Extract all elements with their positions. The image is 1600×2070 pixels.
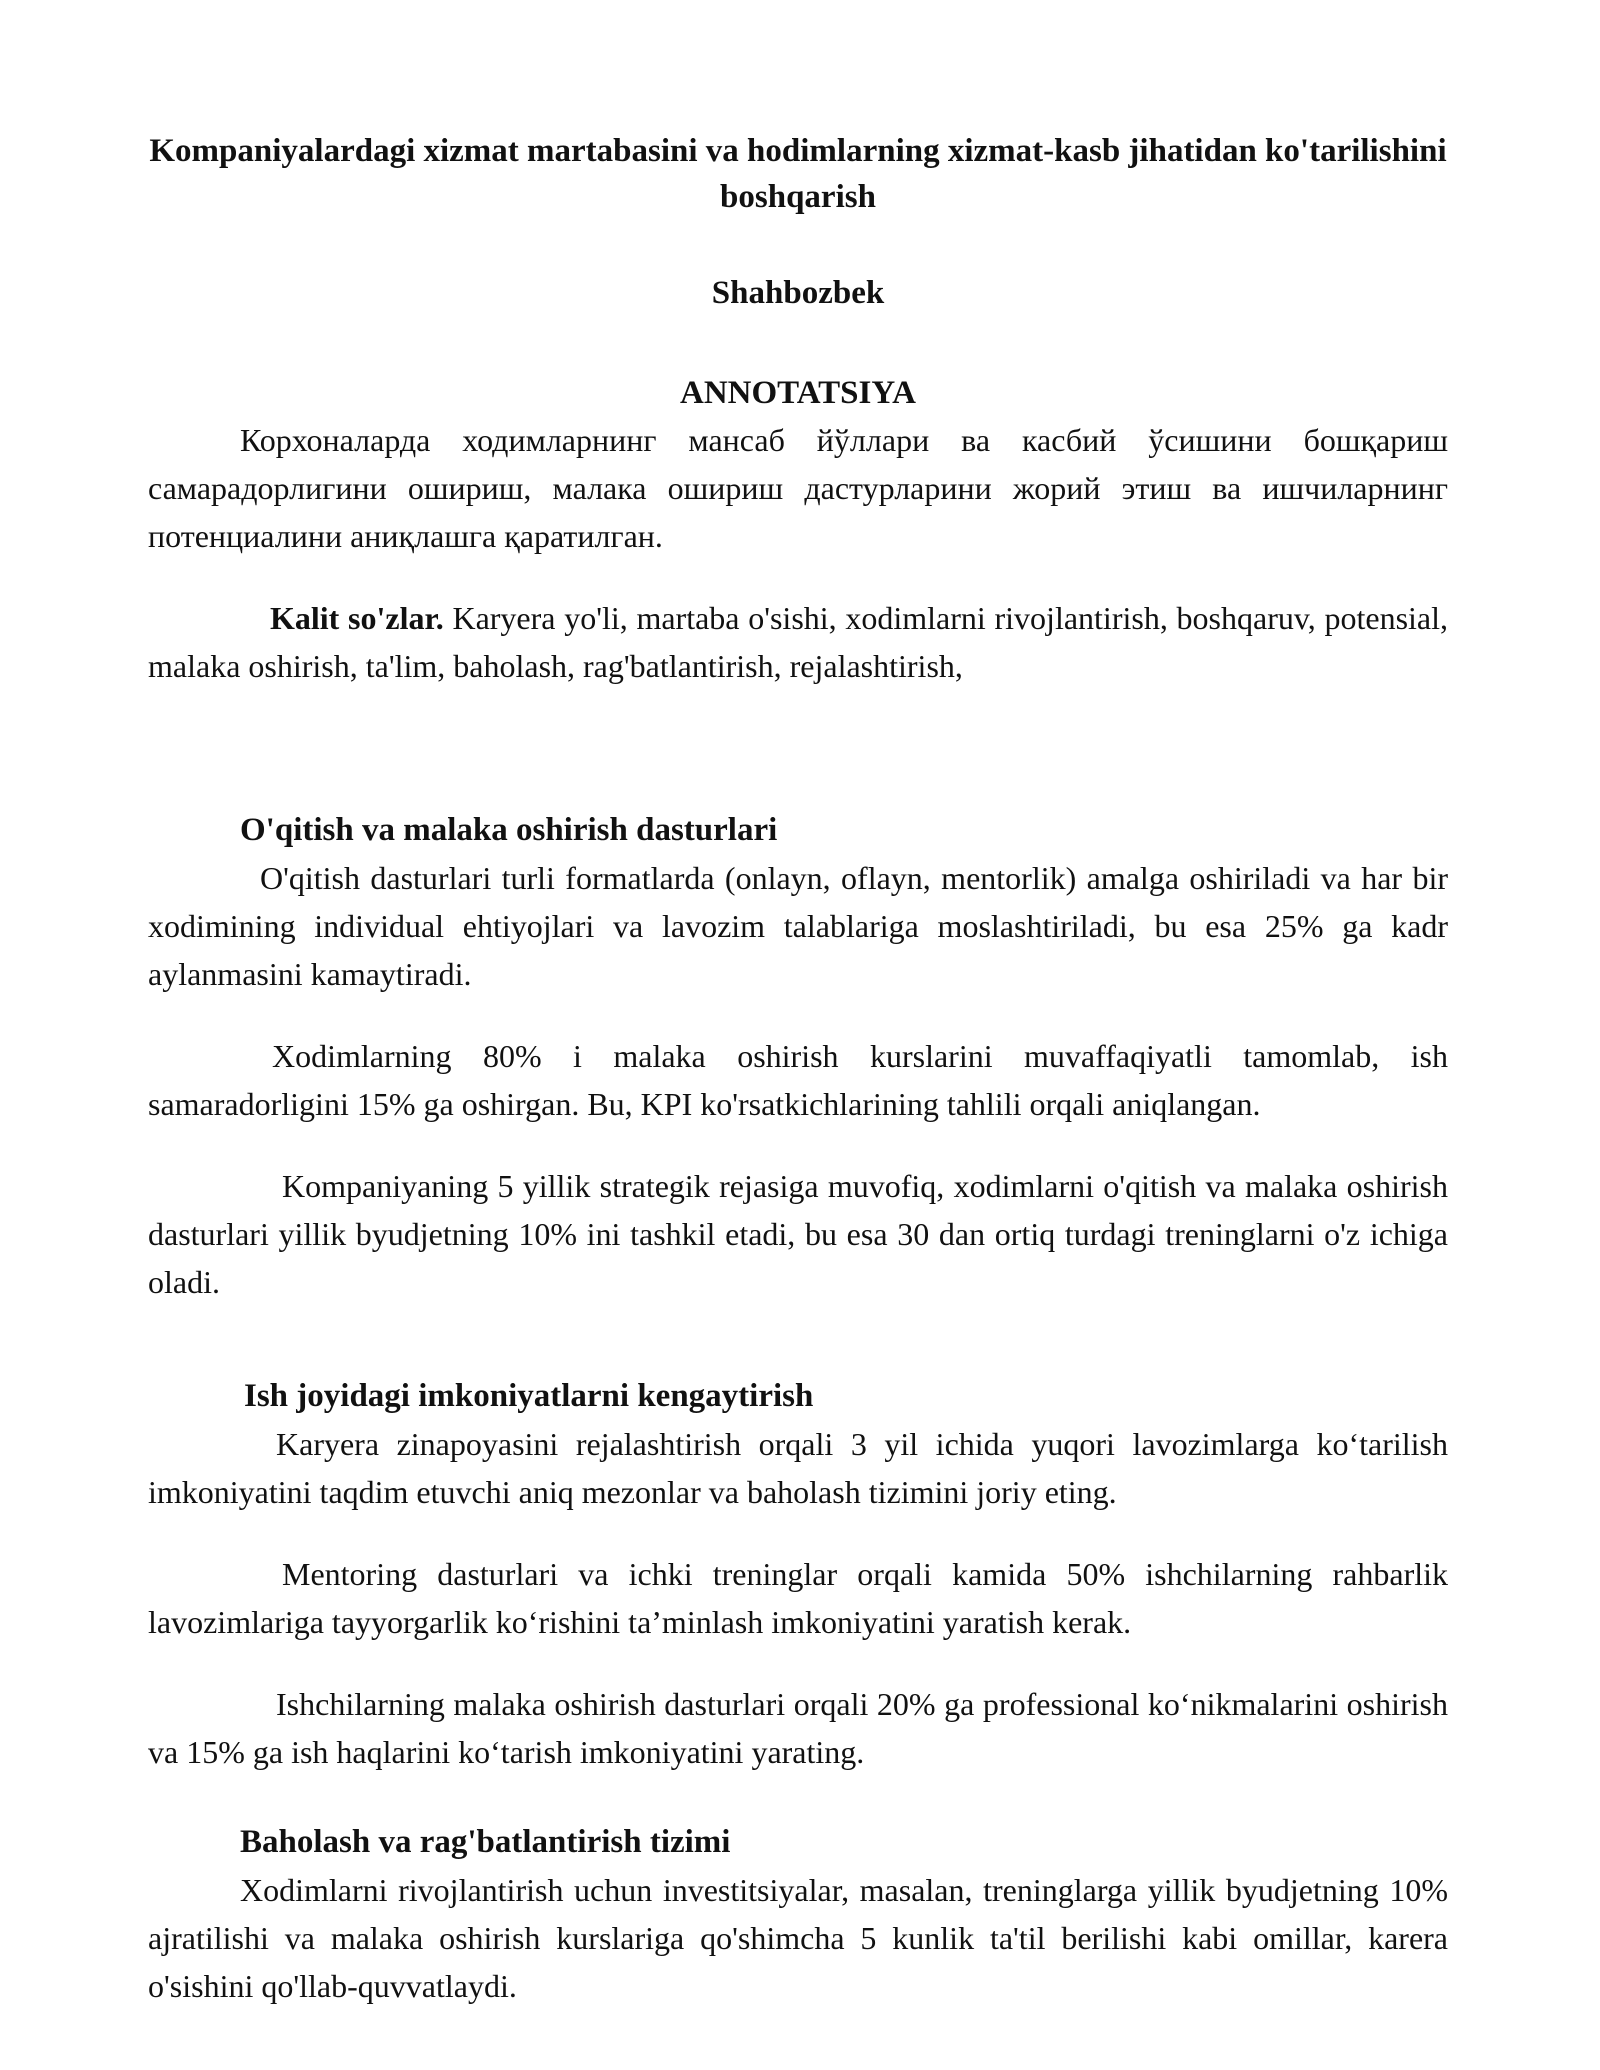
- paragraph: O'qitish dasturlari turli formatlarda (onlayn, oflayn, mentorlik) amalga oshiriladi va har bir xodimining individual ehtiyojlari va lavozim talablariga moslashtiriladi, bu esa 25% ga kadr aylanmasini kamaytiradi.: [148, 860, 1448, 992]
- paragraph: Xodimlarning 80% i malaka oshirish kurslarini muvaffaqiyatli tamomlab, ish samaradorligini 15% ga oshirgan. Bu, KPI ko'rsatkichlarining tahlili orqali aniqlangan.: [148, 1038, 1448, 1122]
- paragraph: Mentoring dasturlari va ichki treninglar orqali kamida 50% ishchilarning rahbarlik lavozimlariga tayyorgarlik ko‘rishini ta’minlash imkoniyatini yaratish kerak.: [148, 1556, 1448, 1640]
- paragraph: Kompaniyaning 5 yillik strategik rejasiga muvofiq, xodimlarni o'qitish va malaka oshirish dasturlari yillik byudjetning 10% ini tashkil etadi, bu esa 30 dan ortiq turdagi treninglarni o'z ichiga oladi.: [148, 1168, 1448, 1300]
- annotation-paragraph: Корхоналарда ходимларнинг мансаб йўллари ва касбий ўсишини бошқариш самарадорлигини ошириш, малака ошириш дастурларини жорий этиш ва ишчиларнинг потенциалини аниқлашга қаратилган.: [148, 422, 1448, 554]
- keywords-paragraph: [148, 594, 1448, 690]
- keywords-list: Karyera yo'li, martaba o'sishi, xodimlarni rivojlantirish, boshqaruv, potensial, malaka oshirish, ta'lim, baholash, rag'batlantirish, rejalashtirish,: [148, 600, 1449, 684]
- section-heading-training: O'qitish va malaka oshirish dasturlari: [240, 812, 778, 848]
- document-page: [148, 128, 1448, 2010]
- paragraph: Karyera zinapoyasini rejalashtirish orqali 3 yil ichida yuqori lavozimlarga ko‘tarilish imkoniyatini taqdim etuvchi aniq mezonlar va baholash tizimini joriy eting.: [148, 1426, 1448, 1510]
- section-heading-evaluation: Baholash va rag'batlantirish tizimi: [240, 1824, 731, 1860]
- author-name: Shahbozbek: [711, 275, 885, 311]
- keywords-label: Kalit so'zlar.: [270, 600, 444, 636]
- annotation-heading: ANNOTATSIYA: [680, 375, 916, 411]
- paragraph: Ishchilarning malaka oshirish dasturlari orqali 20% ga professional ko‘nikmalarini oshirish va 15% ga ish haqlarini ko‘tarish imkoniyatini yarating.: [148, 1686, 1448, 1770]
- section-heading-opportunities: Ish joyidagi imkoniyatlarni kengaytirish: [244, 1378, 814, 1414]
- paragraph: Xodimlarni rivojlantirish uchun investitsiyalar, masalan, treninglarga yillik byudjetning 10% ajratilishi va malaka oshirish kurslariga qo'shimcha 5 kunlik ta'til berilishi kabi omillar, karera o'sishini qo'llab-quvvatlaydi.: [148, 1872, 1448, 2004]
- document-title: Kompaniyalardagi xizmat martabasini va hodimlarning xizmat-kasb jihatidan ko'tarilishini boshqarish: [149, 133, 1447, 215]
